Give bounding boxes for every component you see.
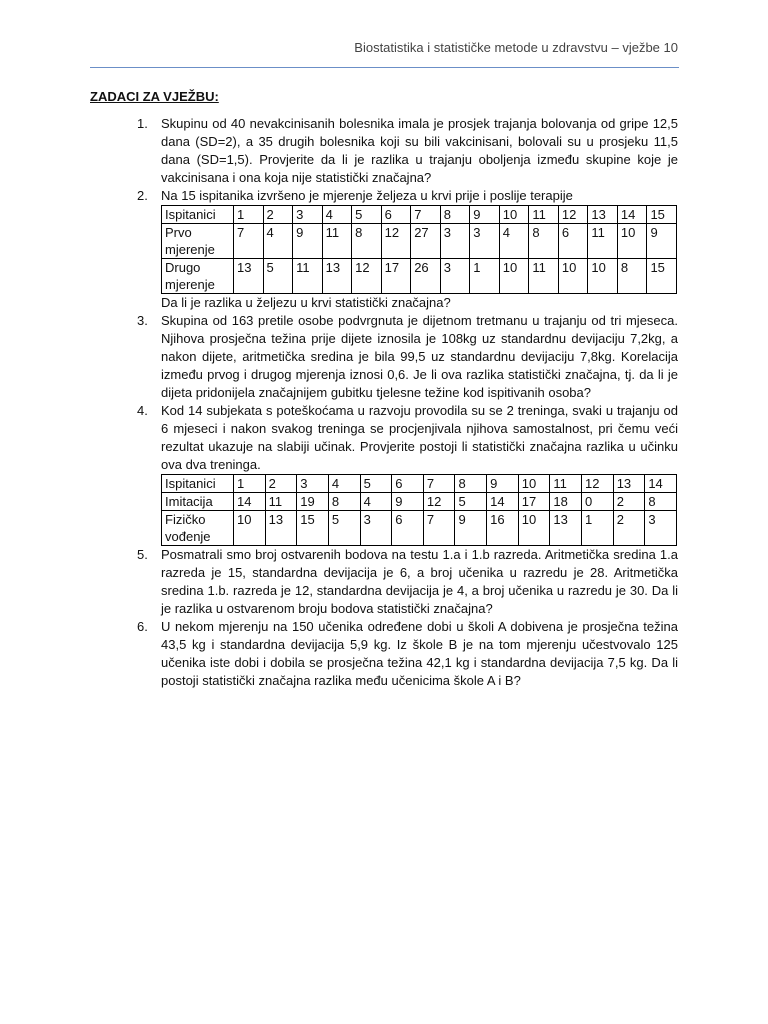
table-cell: 16: [487, 511, 519, 546]
header-divider: [90, 67, 679, 68]
table-cell: 13: [588, 206, 618, 224]
table-cell: 18: [550, 493, 582, 511]
table-cell: 13: [234, 259, 264, 294]
row-label: Drugo mjerenje: [162, 259, 234, 294]
table-cell: 11: [550, 475, 582, 493]
table-cell: 9: [455, 511, 487, 546]
table-cell: 17: [518, 493, 550, 511]
table-cell: 8: [645, 493, 677, 511]
table-cell: 10: [558, 259, 588, 294]
table-cell: 12: [558, 206, 588, 224]
table-cell: 8: [455, 475, 487, 493]
table-cell: 9: [392, 493, 424, 511]
table-row: [162, 259, 677, 294]
task-item: [90, 402, 678, 546]
table-cell: 6: [392, 475, 424, 493]
table-row: [162, 206, 677, 224]
table-cell: 9: [487, 475, 519, 493]
table-row: [162, 511, 677, 546]
table-cell: 13: [613, 475, 645, 493]
table-cell: 10: [499, 206, 529, 224]
table-cell: 8: [617, 259, 647, 294]
table-cell: 11: [588, 224, 618, 259]
row-label: Ispitanici: [162, 475, 234, 493]
table-cell: 0: [582, 493, 614, 511]
task-item: [90, 618, 678, 690]
table-cell: 14: [487, 493, 519, 511]
table-row: [162, 493, 677, 511]
row-label: Prvo mjerenje: [162, 224, 234, 259]
task-number: 1.: [137, 116, 148, 131]
table-cell: 11: [322, 224, 352, 259]
task-text: Na 15 ispitanika izvršeno je mjerenje željeza u krvi prije i poslije terapije: [161, 188, 573, 203]
table-cell: 12: [381, 224, 411, 259]
table-cell: 5: [328, 511, 360, 546]
table-cell: 10: [588, 259, 618, 294]
task-number: 3.: [137, 313, 148, 328]
table-cell: 7: [411, 206, 441, 224]
table-cell: 7: [423, 511, 455, 546]
table-cell: 12: [352, 259, 382, 294]
table-cell: 12: [423, 493, 455, 511]
table-cell: 3: [470, 224, 500, 259]
table-cell: 3: [360, 511, 392, 546]
table-cell: 15: [297, 511, 329, 546]
table-cell: 10: [518, 511, 550, 546]
task-text: Skupinu od 40 nevakcinisanih bolesnika imala je prosjek trajanja bolovanja od gripe 12,5 dana (SD=2), a 35 drugih bolesnika koji su bili vakcinisani, bolovali su u prosjeku 11,5 dana (SD=1,5). Provjerite da li je razlika u trajanju oboljenja između skupine koje je vakcinisana i ona koja nije statistički značajna?: [161, 116, 678, 185]
table-cell: 14: [617, 206, 647, 224]
table-cell: 3: [440, 259, 470, 294]
task-number: 6.: [137, 619, 148, 634]
page-header: Biostatistika i statističke metode u zdravstvu – vježbe 10: [354, 40, 678, 55]
table-cell: 4: [328, 475, 360, 493]
table-cell: 5: [360, 475, 392, 493]
table-cell: 26: [411, 259, 441, 294]
table-row: [162, 224, 677, 259]
table-cell: 11: [529, 206, 559, 224]
table-cell: 4: [499, 224, 529, 259]
table-cell: 1: [234, 475, 266, 493]
table-cell: 2: [265, 475, 297, 493]
task-question: Da li je razlika u željezu u krvi statistički značajna?: [161, 295, 451, 310]
table-cell: 5: [263, 259, 293, 294]
table-cell: 15: [647, 206, 677, 224]
table-cell: 13: [550, 511, 582, 546]
task-body: [161, 187, 678, 312]
table-cell: 9: [647, 224, 677, 259]
training-results-table: [161, 474, 677, 546]
table-cell: 10: [617, 224, 647, 259]
table-cell: 11: [265, 493, 297, 511]
table-cell: 10: [518, 475, 550, 493]
table-cell: 13: [265, 511, 297, 546]
task-number: 4.: [137, 403, 148, 418]
table-cell: 6: [558, 224, 588, 259]
table-cell: 14: [234, 493, 266, 511]
table-cell: 9: [470, 206, 500, 224]
table-cell: 3: [440, 224, 470, 259]
table-cell: 27: [411, 224, 441, 259]
table-cell: 5: [455, 493, 487, 511]
table-cell: 8: [440, 206, 470, 224]
task-item: [90, 546, 678, 618]
table-cell: 5: [352, 206, 382, 224]
table-cell: 10: [499, 259, 529, 294]
table-cell: 11: [293, 259, 323, 294]
table-cell: 10: [234, 511, 266, 546]
task-list: [90, 115, 678, 690]
table-cell: 4: [322, 206, 352, 224]
table-cell: 4: [360, 493, 392, 511]
table-cell: 3: [293, 206, 323, 224]
task-body: [161, 402, 678, 546]
table-cell: 6: [381, 206, 411, 224]
row-label: Imitacija: [162, 493, 234, 511]
row-label: Fizičko vođenje: [162, 511, 234, 546]
table-cell: 7: [423, 475, 455, 493]
table-cell: 19: [297, 493, 329, 511]
task-text: U nekom mjerenju na 150 učenika određene dobi u školi A dobivena je prosječna težina 43,5 kg i standardna devijacija 5,9 kg. Iz škole B je na tom mjerenju učestvovalo 125 učenika iste dobi i dobila se prosječna težina 42,1 kg i standardna devijacija 7,5 kg. Da li postoji statistički značajna razlika među učenicima škole A i B?: [161, 619, 678, 688]
task-text: Posmatrali smo broj ostvarenih bodova na testu 1.a i 1.b razreda. Aritmetička sredina 1.a razreda je 15, standardna devijacija je 6, a broj učenika u razredu je 28. Aritmetička sredina 1.b. razreda je 12, standardna devijacija je 4, a broj učenika u razredu je 30. Da li je razlika u ostvarenom broju bodova statistički značajna?: [161, 547, 678, 616]
task-text: Kod 14 subjekata s poteškoćama u razvoju provodila su se 2 treninga, svaki u trajanju od 6 mjeseci i nakon svakog treninga se procjenjivala njihova samostalnost, pri čemu veći rezultat ukazuje na slabiji učinak. Provjerite postoji li statistički značajna razlika u učinku ova dva treninga.: [161, 403, 678, 472]
table-cell: 2: [613, 511, 645, 546]
table-cell: 9: [293, 224, 323, 259]
section-title: ZADACI ZA VJEŽBU:: [90, 89, 219, 104]
table-cell: 13: [322, 259, 352, 294]
table-cell: 14: [645, 475, 677, 493]
table-cell: 2: [263, 206, 293, 224]
table-cell: 3: [297, 475, 329, 493]
task-item: [90, 312, 678, 402]
task-text: Skupina od 163 pretile osobe podvrgnuta je dijetnom tretmanu u trajanju od tri mjeseca. Njihova prosječna težina prije dijete iznosila je 108kg uz standardnu devijaciju 7,2kg, a nakon dijete, aritmetička sredina je bila 99,5 uz standardnu devijaciju 7,8kg. Korelacija između prvog i drugog mjerenja iznosi 0,6. Je li ova razlika statistički značajna, tj. da li je dijeta pridonijela značajnijem gubitku tjelesne težine kod ispitivanih osoba?: [161, 313, 678, 400]
table-cell: 7: [234, 224, 264, 259]
table-cell: 17: [381, 259, 411, 294]
table-row: [162, 475, 677, 493]
table-cell: 1: [470, 259, 500, 294]
task-item: [90, 187, 678, 312]
row-label: Ispitanici: [162, 206, 234, 224]
table-cell: 8: [529, 224, 559, 259]
iron-measurements-table: [161, 205, 677, 294]
table-cell: 6: [392, 511, 424, 546]
table-cell: 4: [263, 224, 293, 259]
table-cell: 15: [647, 259, 677, 294]
table-cell: 12: [582, 475, 614, 493]
table-cell: 8: [352, 224, 382, 259]
table-cell: 1: [582, 511, 614, 546]
task-item: [90, 115, 678, 187]
table-cell: 3: [645, 511, 677, 546]
task-number: 2.: [137, 188, 148, 203]
table-cell: 8: [328, 493, 360, 511]
table-cell: 1: [234, 206, 264, 224]
table-cell: 2: [613, 493, 645, 511]
task-number: 5.: [137, 547, 148, 562]
table-cell: 11: [529, 259, 559, 294]
